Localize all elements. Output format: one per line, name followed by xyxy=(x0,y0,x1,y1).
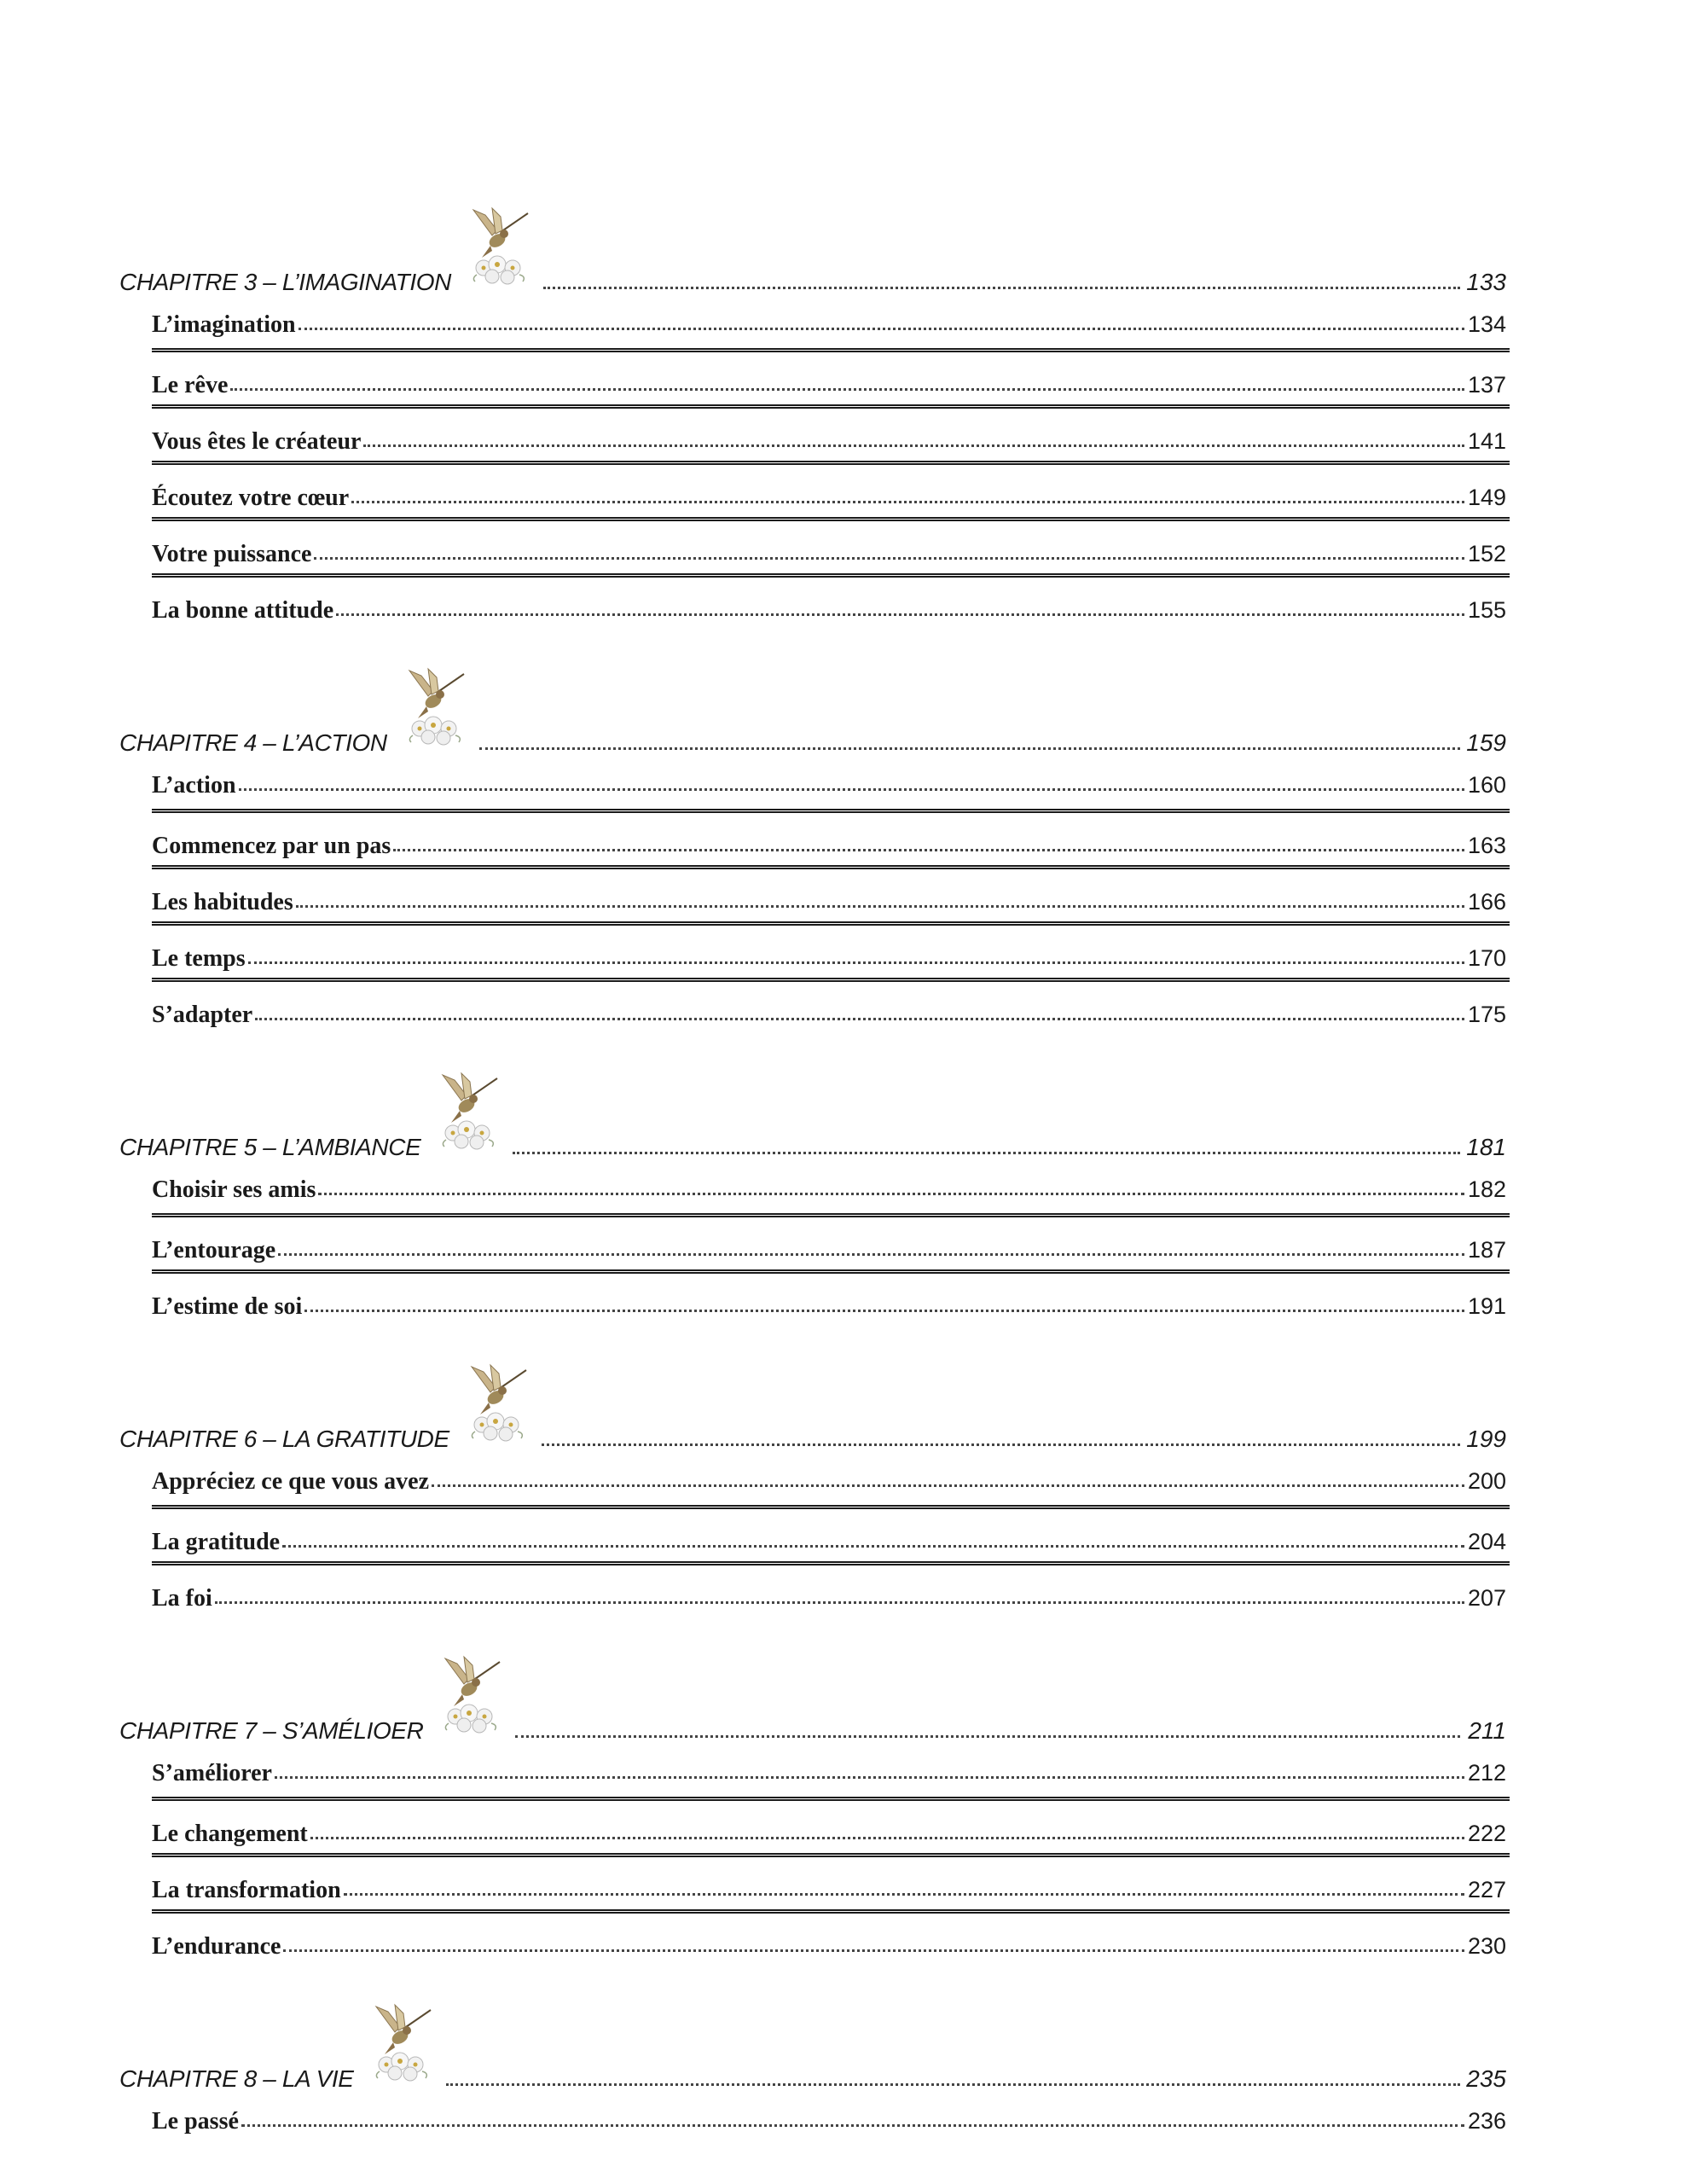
toc-dot-leader xyxy=(283,1949,1464,1952)
chapter-entries xyxy=(152,2094,1510,2145)
toc-entry[interactable] xyxy=(152,1561,1510,1618)
chapter-title: CHAPITRE 5 – L’AMBIANCE xyxy=(119,1134,421,1160)
chapter-section xyxy=(119,1070,1510,1326)
chapter-entries xyxy=(152,758,1510,1034)
toc-entry[interactable] xyxy=(152,1213,1510,1269)
toc-dot-leader xyxy=(314,557,1464,560)
chapter-section xyxy=(119,1653,1510,1966)
hummingbird-flowers-icon xyxy=(369,2003,438,2082)
toc-dot-leader xyxy=(318,1193,1464,1195)
toc-entry-label: La bonne attitude xyxy=(152,597,334,624)
chapter-section xyxy=(119,2001,1510,2145)
toc-dot-leader xyxy=(304,1310,1464,1312)
table-of-contents xyxy=(119,205,1510,2145)
toc-entry[interactable] xyxy=(152,573,1510,630)
toc-dot-leader xyxy=(230,388,1464,391)
toc-dot-leader xyxy=(296,905,1464,908)
toc-dot-leader xyxy=(393,849,1464,851)
toc-entry[interactable] xyxy=(152,1454,1510,1505)
toc-entry[interactable] xyxy=(152,297,1510,348)
chapter-heading xyxy=(119,1362,1510,1454)
toc-dot-leader xyxy=(351,501,1464,503)
toc-entry-page-number: 166 xyxy=(1467,889,1506,915)
toc-entry[interactable] xyxy=(152,809,1510,865)
toc-dot-leader xyxy=(432,1484,1464,1487)
toc-entry-label: L’endurance xyxy=(152,1933,281,1960)
chapter-heading xyxy=(119,665,1510,758)
toc-entry-page-number: 207 xyxy=(1467,1585,1506,1611)
toc-dot-leader xyxy=(275,1776,1464,1779)
toc-entry-page-number: 200 xyxy=(1467,1468,1506,1494)
toc-entry-label: L’imagination xyxy=(152,311,296,338)
toc-entry-label: Le passé xyxy=(152,2108,239,2135)
toc-entry[interactable] xyxy=(152,461,1510,517)
toc-dot-leader xyxy=(282,1545,1464,1548)
toc-entry-label: S’améliorer xyxy=(152,1760,272,1786)
toc-dot-leader xyxy=(255,1018,1464,1020)
toc-entry-page-number: 236 xyxy=(1467,2108,1506,2134)
chapter-dot-leader xyxy=(543,287,1460,289)
toc-entry-page-number: 160 xyxy=(1467,772,1506,798)
toc-dot-leader xyxy=(241,2124,1464,2127)
toc-entry-label: L’entourage xyxy=(152,1237,276,1263)
toc-entry-label: S’adapter xyxy=(152,1002,253,1028)
toc-entry-page-number: 191 xyxy=(1467,1293,1506,1319)
toc-entry[interactable] xyxy=(152,1853,1510,1909)
toc-entry[interactable] xyxy=(152,865,1510,921)
toc-entry[interactable] xyxy=(152,1909,1510,1966)
toc-entry-label: Votre puissance xyxy=(152,541,312,567)
toc-entry[interactable] xyxy=(152,348,1510,404)
toc-dot-leader xyxy=(344,1893,1464,1896)
toc-dot-leader xyxy=(278,1253,1464,1256)
toc-entry[interactable] xyxy=(152,1269,1510,1326)
chapter-heading xyxy=(119,1070,1510,1162)
chapter-page-number: 133 xyxy=(1466,269,1506,295)
chapter-dot-leader xyxy=(513,1152,1460,1154)
toc-dot-leader xyxy=(248,961,1464,964)
toc-entry-page-number: 182 xyxy=(1467,1176,1506,1202)
hummingbird-flowers-icon xyxy=(403,667,471,746)
chapter-title: CHAPITRE 4 – L’ACTION xyxy=(119,729,387,756)
toc-dot-leader xyxy=(239,788,1464,791)
toc-entry-label: Commencez par un pas xyxy=(152,833,391,859)
toc-entry-label: Appréciez ce que vous avez xyxy=(152,1468,430,1495)
toc-entry-page-number: 230 xyxy=(1467,1933,1506,1959)
toc-entry[interactable] xyxy=(152,1745,1510,1797)
toc-entry-page-number: 227 xyxy=(1467,1877,1506,1902)
toc-entry[interactable] xyxy=(152,2094,1510,2145)
toc-entry-page-number: 141 xyxy=(1467,428,1506,454)
toc-entry-page-number: 155 xyxy=(1467,597,1506,623)
toc-entry[interactable] xyxy=(152,1797,1510,1853)
toc-entry-label: Choisir ses amis xyxy=(152,1176,316,1203)
toc-entry[interactable] xyxy=(152,1505,1510,1561)
toc-entry-page-number: 170 xyxy=(1467,945,1506,971)
chapter-title: CHAPITRE 6 – LA GRATITUDE xyxy=(119,1426,449,1452)
toc-entry-page-number: 212 xyxy=(1467,1760,1506,1786)
chapter-heading xyxy=(119,1653,1510,1745)
chapter-title: CHAPITRE 7 – S’AMÉLIOER xyxy=(119,1717,424,1744)
toc-entry-label: Écoutez votre cœur xyxy=(152,485,350,511)
chapter-heading xyxy=(119,205,1510,297)
toc-entry-label: L’action xyxy=(152,772,236,799)
chapter-heading xyxy=(119,2001,1510,2094)
hummingbird-flowers-icon xyxy=(467,206,535,285)
chapter-title: CHAPITRE 3 – L’IMAGINATION xyxy=(119,269,451,295)
chapter-dot-leader xyxy=(479,747,1460,750)
chapter-section xyxy=(119,1362,1510,1618)
toc-entry-page-number: 149 xyxy=(1467,485,1506,510)
toc-entry[interactable] xyxy=(152,758,1510,809)
chapter-dot-leader xyxy=(515,1735,1460,1738)
chapter-section xyxy=(119,205,1510,630)
toc-entry-label: Le temps xyxy=(152,945,246,972)
chapter-entries xyxy=(152,1454,1510,1618)
toc-entry-page-number: 222 xyxy=(1467,1821,1506,1846)
chapter-section xyxy=(119,665,1510,1034)
chapter-entries xyxy=(152,1162,1510,1326)
chapter-dot-leader xyxy=(446,2083,1460,2086)
hummingbird-flowers-icon xyxy=(465,1363,533,1442)
toc-entry-label: Le changement xyxy=(152,1821,308,1847)
toc-dot-leader xyxy=(215,1601,1464,1604)
toc-dot-leader xyxy=(310,1837,1464,1839)
chapter-entries xyxy=(152,1745,1510,1966)
chapter-page-number: 181 xyxy=(1466,1134,1506,1160)
toc-entry[interactable] xyxy=(152,517,1510,573)
toc-entry-page-number: 204 xyxy=(1467,1529,1506,1554)
toc-entry[interactable] xyxy=(152,1162,1510,1213)
chapter-page-number: 235 xyxy=(1466,2065,1506,2092)
toc-entry-page-number: 137 xyxy=(1467,372,1506,398)
toc-entry-page-number: 187 xyxy=(1467,1237,1506,1263)
toc-entry-label: L’estime de soi xyxy=(152,1293,303,1320)
toc-dot-leader xyxy=(299,328,1464,330)
hummingbird-flowers-icon xyxy=(438,1655,507,1734)
chapter-page-number: 199 xyxy=(1466,1426,1506,1452)
chapter-dot-leader xyxy=(542,1443,1460,1446)
toc-dot-leader xyxy=(363,444,1464,447)
toc-entry[interactable] xyxy=(152,978,1510,1034)
toc-entry[interactable] xyxy=(152,404,1510,461)
toc-entry-label: Les habitudes xyxy=(152,889,293,915)
toc-entry-label: La foi xyxy=(152,1585,212,1612)
toc-entry-label: Le rêve xyxy=(152,372,229,398)
toc-entry-label: La transformation xyxy=(152,1877,341,1903)
chapter-title: CHAPITRE 8 – LA VIE xyxy=(119,2065,354,2092)
hummingbird-flowers-icon xyxy=(436,1072,504,1150)
toc-entry-label: Vous êtes le créateur xyxy=(152,428,362,455)
toc-entry-page-number: 134 xyxy=(1467,311,1506,337)
toc-entry[interactable] xyxy=(152,921,1510,978)
toc-entry-label: La gratitude xyxy=(152,1529,281,1555)
chapter-page-number: 211 xyxy=(1468,1717,1506,1744)
chapter-page-number: 159 xyxy=(1466,729,1506,756)
toc-dot-leader xyxy=(336,613,1464,616)
chapter-entries xyxy=(152,297,1510,630)
toc-entry-page-number: 163 xyxy=(1467,833,1506,858)
toc-entry-page-number: 152 xyxy=(1467,541,1506,566)
toc-entry-page-number: 175 xyxy=(1467,1002,1506,1027)
